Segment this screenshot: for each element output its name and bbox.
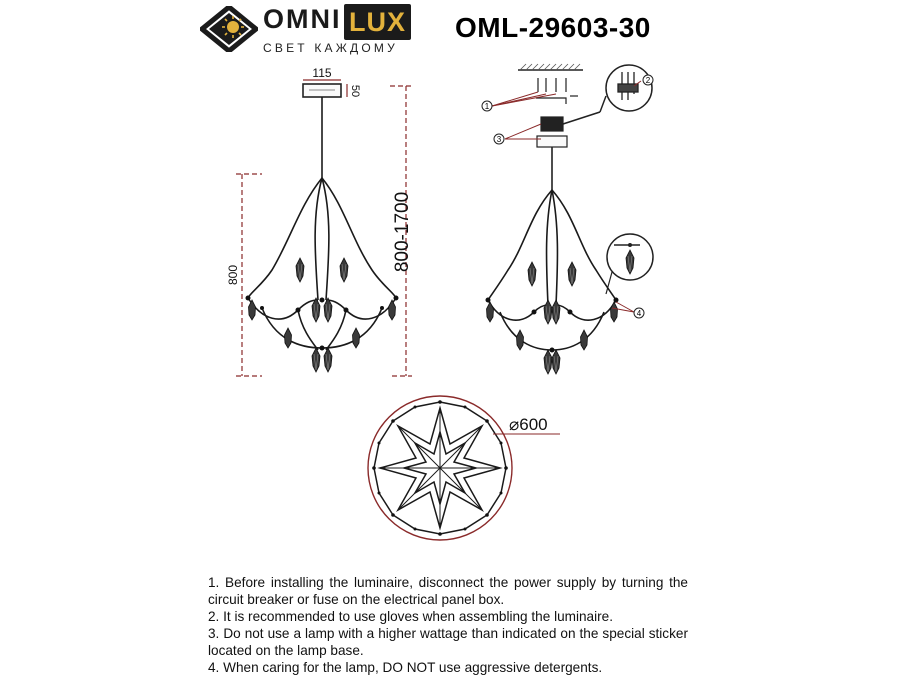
dimension-lines-front [236,80,412,376]
body-height-label: 800 [226,264,240,286]
callout-2: 2 [645,76,651,85]
brand-name-omni: OMNI [263,4,342,34]
total-height-label: 800-1700 [392,191,413,273]
top-view [368,396,512,540]
note-1: 1. Before installing the luminaire, disconnect the power supply by turning the circuit breaker or fuse on the electrical panel box. [208,575,688,607]
canopy [303,84,341,97]
brand-name-lux: LUX [349,7,406,37]
model-code: OML-29603-30 [455,12,651,43]
callout-1: 1 [484,102,490,111]
mounting-hardware [536,78,600,190]
installation-notes [208,574,688,676]
ceiling [518,64,583,70]
brand-tagline: СВЕТ КАЖДОМУ [263,41,398,55]
canopy-width-label: 115 [312,66,332,80]
callout-3: 3 [496,135,502,144]
note-3: 3. Do not use a lamp with a higher wattage than indicated on the special sticker located on the lamp base. [208,626,688,658]
front-view [246,84,399,351]
crystal-hook-detail [606,234,653,294]
canopy-height-label: 50 [349,84,361,98]
diameter-label: ⌀600 [509,415,548,434]
note-2: 2. It is recommended to use gloves when assembling the luminaire. [208,609,613,624]
callout-4: 4 [636,309,642,318]
note-4: 4. When caring for the lamp, DO NOT use aggressive detergents. [208,660,603,675]
front-view-crystals [249,258,396,372]
side-view [486,190,619,353]
terminal-detail [600,65,652,112]
